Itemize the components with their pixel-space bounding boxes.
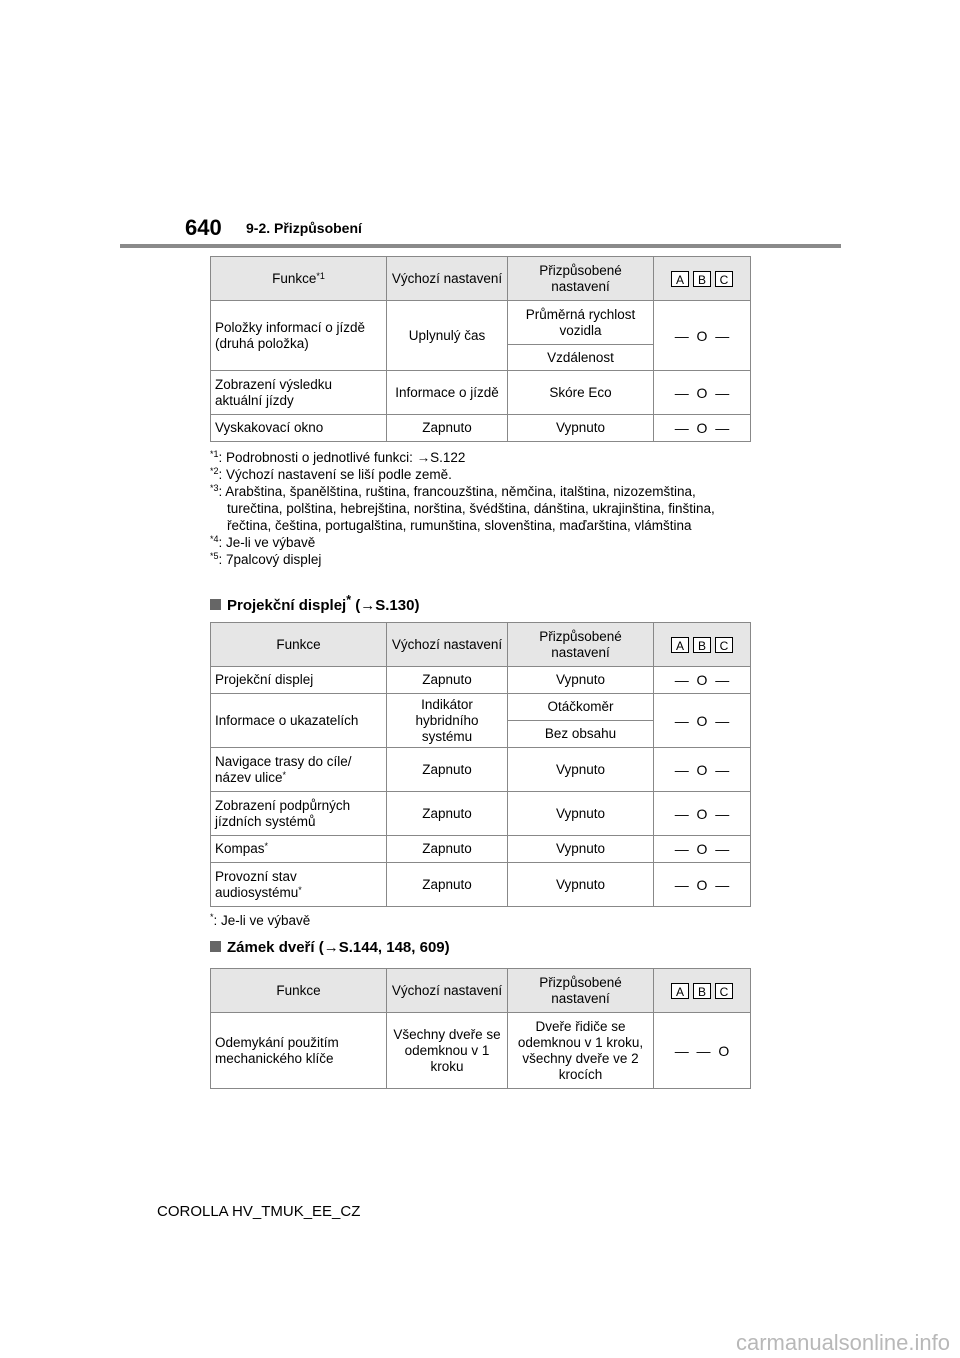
col-header-abc: A B C	[654, 257, 751, 301]
table-row: Projekční displej Zapnuto Vypnuto — O —	[211, 667, 751, 694]
col-header-vychozi: Výchozí nastavení	[387, 257, 508, 301]
col-header-vychozi: Výchozí nastavení	[387, 623, 508, 667]
footnotes	[210, 449, 715, 568]
heading-zamek-dveri: Zámek dveří (→S.144, 148, 609)	[210, 939, 450, 956]
watermark: carmanualsonline.info	[735, 1330, 950, 1355]
col-header-funkce: Funkce	[211, 623, 387, 667]
table-row: Zobrazení podpůrných jízdních systémů Zapnuto Vypnuto — O —	[211, 792, 751, 836]
footnote: $^{*5}$: 7palcový displej	[210, 551, 322, 567]
bullet-square-icon	[210, 941, 221, 952]
footnote: $^{*4}$: Je-li ve výbavě	[210, 534, 316, 550]
table-row: Položky informací o jízdě (druhá položka) Uplynulý čas Průměrná rychlost vozidla — O —	[211, 301, 751, 345]
col-header-prizpusobene: Přizpůsobené nastavení	[508, 969, 654, 1013]
col-header-prizpusobene: Přizpůsobené nastavení	[508, 623, 654, 667]
table-row: Vyskakovací okno Zapnuto Vypnuto — O —	[211, 415, 751, 442]
bullet-square-icon	[210, 599, 221, 610]
table-row: Kompas* Zapnuto Vypnuto — O —	[211, 836, 751, 863]
table-zamek-dveri	[210, 968, 751, 1089]
col-header-vychozi: Výchozí nastavení	[387, 969, 508, 1013]
footnote: $^{*1}$: Podrobnosti o jednotlivé funkci: →S.122	[210, 449, 466, 465]
col-header-funkce: Funkce$^{*1}$	[211, 257, 387, 301]
table-row: Navigace trasy do cíle/ název ulice* Zapnuto Vypnuto — O —	[211, 748, 751, 792]
footer-doc-id: COROLLA HV_TMUK_EE_CZ	[157, 1203, 361, 1220]
header-rule	[120, 244, 841, 248]
page-number: 640	[185, 215, 222, 240]
col-header-funkce: Funkce	[211, 969, 387, 1013]
col-header-abc: A B C	[654, 969, 751, 1013]
footnote-cont: turečtina, polština, hebrejština, norština, švédština, dánština, ukrajinština, finština,	[227, 501, 715, 516]
table-row: Provozní stav audiosystému* Zapnuto Vypnuto — O —	[211, 863, 751, 907]
table-row: Odemykání použitím mechanického klíče Všechny dveře se odemknou v 1 kroku Dveře řidiče se odemknou v 1 kroku, všechny dveře ve 2 krocích — — O	[211, 1013, 751, 1089]
heading-projekcni-displej: Projekční displej* (→S.130)	[210, 593, 419, 614]
col-header-prizpusobene: Přizpůsobené nastavení	[508, 257, 654, 301]
table-row: Informace o ukazatelích Indikátor hybridního systému Otáčkoměr — O —	[211, 694, 751, 721]
table-row: Zobrazení výsledku aktuální jízdy Informace o jízdě Skóre Eco — O —	[211, 371, 751, 415]
footnote: *: Je-li ve výbavě	[210, 912, 311, 928]
col-header-abc: A B C	[654, 623, 751, 667]
footnote: $^{*2}$: Výchozí nastavení se liší podle země.	[210, 466, 452, 482]
table-display-settings: Funkce$^{*1}$ Výchozí nastavení Přizpůsobené nastavení A B C Položky informací o jízdě (druhá položka) Uplynulý čas Průměrná rychlost vozidla — O — Vzdálenost Zobrazení výsledku aktuální jízdy Informace o jízdě Skóre Eco — O — Vyskakovací okno Zapnuto Vypnuto — O —	[210, 256, 751, 442]
table-projekcni-displej: Funkce Výchozí nastavení Přizpůsobené nastavení A B C Projekční displej Zapnuto Vypnuto — O — Informace o ukazatelích Indikátor hybridního systému Otáčkoměr — O — Bez obsahu Navigace trasy do cíle/ název ulice* Zapnuto Vypnuto — O — Zobrazení podpůrných jízdních systémů Zapnuto Vypnuto — O — Kompas* Zapnuto Vypnuto — O — Provozní stav audiosystému* Zapnuto Vypnuto — O —	[210, 622, 751, 907]
footnote-cont: řečtina, čeština, portugalština, rumunština, slovenština, maďarština, vlámština	[227, 518, 692, 533]
footnote: $^{*3}$: Arabština, španělština, ruština, francouzština, němčina, italština, nizozemština,	[210, 483, 696, 499]
section-title: 9-2. Přizpůsobení	[246, 220, 362, 236]
